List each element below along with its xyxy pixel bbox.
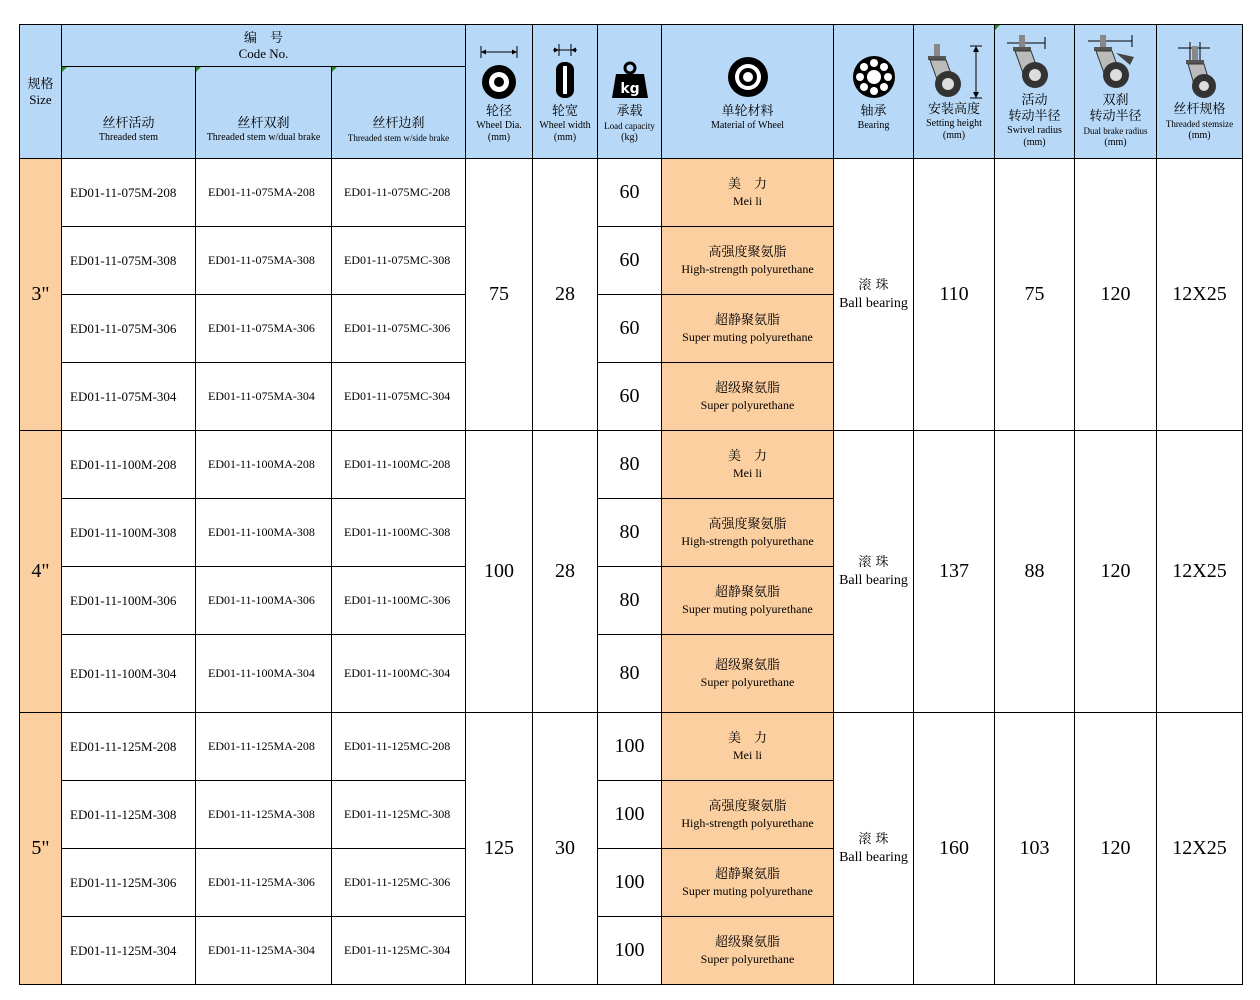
code-threaded-stem: ED01-11-100M-306: [62, 567, 196, 635]
header-material-en: Material of Wheel: [710, 119, 785, 131]
material-cell: [662, 781, 834, 849]
header-material-cn: 单轮材料: [721, 103, 774, 119]
wheel-dia-cell: 125: [466, 713, 533, 985]
swivel-caster-icon: [1005, 35, 1065, 91]
material-cell: [662, 849, 834, 917]
table-row: [20, 713, 1243, 781]
header-dual-brake-en: Threaded stem w/dual brake: [206, 132, 321, 143]
header-material: [662, 25, 834, 159]
code-dual-brake: ED01-11-100MA-304: [196, 635, 332, 713]
header-threaded-stem-en: Threaded stem: [98, 132, 159, 143]
material-en: High-strength polyurethane: [681, 262, 814, 276]
code-dual-brake: ED01-11-125MA-304: [196, 917, 332, 985]
dual-brake-radius-cell: 120: [1075, 159, 1157, 431]
material-en: Super muting polyurethane: [682, 884, 813, 898]
header-side-brake: [332, 67, 466, 159]
material-en: Super polyurethane: [700, 952, 795, 966]
load-cell: 60: [598, 295, 662, 363]
header-setting-height: [914, 25, 995, 159]
header-dual-en: Dual brake radius: [1083, 125, 1148, 136]
bearing-en: Ball bearing: [839, 572, 908, 588]
material-cell: [662, 567, 834, 635]
swivel-radius-cell: 75: [995, 159, 1075, 431]
swivel-radius-cell: 88: [995, 431, 1075, 713]
load-cell: 100: [598, 713, 662, 781]
dual-brake-radius-cell: 120: [1075, 431, 1157, 713]
header-wheel-dia-cn: 轮径: [485, 103, 512, 119]
header-threaded-stem: [62, 67, 196, 159]
code-threaded-stem: ED01-11-100M-208: [62, 431, 196, 499]
code-threaded-stem: ED01-11-125M-308: [62, 781, 196, 849]
wheel-material-icon: [725, 52, 771, 102]
header-wheel-dia-en: Wheel Dia.: [476, 119, 522, 131]
bearing-cn: 滚 珠: [858, 554, 889, 570]
header-threaded-stem-cn: 丝杆活动: [102, 116, 155, 131]
svg-text:kg: kg: [619, 80, 640, 97]
spec-table: [19, 24, 1243, 985]
stem-size-cell: 12X25: [1157, 431, 1243, 713]
header-setting-height-cn: 安装高度: [927, 101, 980, 117]
material-en: Super muting polyurethane: [682, 330, 813, 344]
header-dual-unit: (mm): [1104, 136, 1127, 148]
header-swivel-cn2: 转动半径: [1008, 108, 1061, 124]
material-en: Mei li: [733, 466, 762, 480]
material-cn: 高强度聚氨脂: [708, 799, 787, 814]
header-load-en: Load capacity: [604, 120, 655, 131]
size-cell: 5": [20, 713, 62, 985]
material-cn: 美 力: [727, 449, 767, 464]
material-en: Super polyurethane: [700, 675, 795, 689]
header-swivel-en: Swivel radius: [1007, 124, 1062, 136]
code-dual-brake: ED01-11-125MA-308: [196, 781, 332, 849]
material-cn: 高强度聚氨脂: [708, 517, 787, 532]
header-swivel-radius: [995, 25, 1075, 159]
code-threaded-stem: ED01-11-075M-208: [62, 159, 196, 227]
code-side-brake: ED01-11-125MC-308: [332, 781, 466, 849]
wheel-diameter-icon: [477, 40, 521, 102]
material-en: Mei li: [733, 748, 762, 762]
header-dual-brake-cn: 丝杆双刹: [237, 116, 290, 131]
header-load-cn: 承载: [616, 103, 643, 119]
code-side-brake: ED01-11-125MC-306: [332, 849, 466, 917]
header-size-en: Size: [29, 91, 52, 107]
code-dual-brake: ED01-11-100MA-306: [196, 567, 332, 635]
header-wheel-width-cn: 轮宽: [551, 103, 578, 119]
load-cell: 100: [598, 917, 662, 985]
bearing-cn: 滚 珠: [858, 277, 889, 293]
setting-height-cell: 110: [914, 159, 995, 431]
swivel-radius-cell: 103: [995, 713, 1075, 985]
code-threaded-stem: ED01-11-125M-304: [62, 917, 196, 985]
header-load-unit: (kg): [621, 131, 638, 143]
material-cell: [662, 499, 834, 567]
material-cell: [662, 159, 834, 227]
load-weight-icon: [608, 40, 652, 102]
material-cell: [662, 713, 834, 781]
bearing-cell: [834, 159, 914, 431]
code-threaded-stem: ED01-11-125M-306: [62, 849, 196, 917]
header-bearing-cn: 轴承: [860, 103, 887, 119]
code-threaded-stem: ED01-11-075M-308: [62, 227, 196, 295]
code-side-brake: ED01-11-125MC-304: [332, 917, 466, 985]
material-cn: 超静聚氨脂: [714, 585, 780, 600]
header-wheel-width-unit: (mm): [553, 131, 577, 143]
header-wheel-width-en: Wheel width: [539, 119, 591, 131]
wheel-dia-cell: 100: [466, 431, 533, 713]
load-cell: 60: [598, 159, 662, 227]
code-side-brake: ED01-11-100MC-304: [332, 635, 466, 713]
load-cell: 80: [598, 499, 662, 567]
load-cell: 80: [598, 635, 662, 713]
material-en: Super polyurethane: [700, 398, 795, 412]
header-dual-cn1: 双刹: [1102, 92, 1129, 108]
code-side-brake: ED01-11-075MC-308: [332, 227, 466, 295]
material-cn: 超静聚氨脂: [714, 867, 780, 882]
bearing-en: Ball bearing: [839, 295, 908, 311]
stem-caster-icon: [1170, 42, 1230, 100]
material-cn: 超级聚氨脂: [714, 935, 780, 950]
bearing-cell: [834, 431, 914, 713]
load-cell: 100: [598, 781, 662, 849]
header-bearing-en: Bearing: [857, 119, 890, 131]
setting-height-cell: 137: [914, 431, 995, 713]
material-cn: 超静聚氨脂: [714, 313, 780, 328]
header-code-group: [62, 25, 466, 67]
material-en: Mei li: [733, 194, 762, 208]
header-dual-brake-radius: [1075, 25, 1157, 159]
header-bearing: [834, 25, 914, 159]
header-swivel-unit: (mm): [1023, 136, 1046, 148]
setting-height-cell: 160: [914, 713, 995, 985]
header-code-cn: 编 号: [243, 30, 283, 46]
setting-height-icon: [920, 42, 988, 100]
material-cell: [662, 917, 834, 985]
header-dual-brake: [196, 67, 332, 159]
bearing-en: Ball bearing: [839, 849, 908, 865]
header-stem-size: [1157, 25, 1243, 159]
header-stem-size-cn: 丝杆规格: [1173, 101, 1226, 117]
code-dual-brake: ED01-11-075MA-308: [196, 227, 332, 295]
wheel-width-icon: [543, 40, 587, 102]
header-stem-size-en: Threaded stemsize: [1165, 118, 1234, 129]
header-wheel-dia: [466, 25, 533, 159]
code-threaded-stem: ED01-11-075M-304: [62, 363, 196, 431]
load-cell: 60: [598, 227, 662, 295]
material-cell: [662, 295, 834, 363]
size-cell: 3": [20, 159, 62, 431]
code-side-brake: ED01-11-075MC-304: [332, 363, 466, 431]
bearing-cell: [834, 713, 914, 985]
material-cn: 美 力: [727, 731, 767, 746]
wheel-width-cell: 28: [533, 431, 598, 713]
wheel-width-cell: 28: [533, 159, 598, 431]
code-side-brake: ED01-11-125MC-208: [332, 713, 466, 781]
header-load: [598, 25, 662, 159]
code-dual-brake: ED01-11-100MA-208: [196, 431, 332, 499]
material-en: High-strength polyurethane: [681, 816, 814, 830]
header-size: [20, 25, 62, 159]
material-cell: [662, 227, 834, 295]
code-dual-brake: ED01-11-125MA-208: [196, 713, 332, 781]
dual-brake-caster-icon: [1086, 35, 1146, 91]
material-cell: [662, 635, 834, 713]
material-en: Super muting polyurethane: [682, 602, 813, 616]
code-side-brake: ED01-11-100MC-306: [332, 567, 466, 635]
code-dual-brake: ED01-11-100MA-308: [196, 499, 332, 567]
table-row: [20, 431, 1243, 499]
material-cell: [662, 363, 834, 431]
code-threaded-stem: ED01-11-100M-308: [62, 499, 196, 567]
header-setting-height-unit: (mm): [942, 129, 966, 141]
header-wheel-width: [533, 25, 598, 159]
bearing-cn: 滚 珠: [858, 831, 889, 847]
header-dual-cn2: 转动半径: [1089, 108, 1142, 124]
header-side-brake-cn: 丝杆边刹: [372, 116, 425, 131]
size-cell: 4": [20, 431, 62, 713]
code-side-brake: ED01-11-100MC-308: [332, 499, 466, 567]
code-dual-brake: ED01-11-075MA-306: [196, 295, 332, 363]
code-dual-brake: ED01-11-075MA-208: [196, 159, 332, 227]
material-cell: [662, 431, 834, 499]
header-code-en: Code No.: [238, 45, 289, 61]
code-side-brake: ED01-11-075MC-306: [332, 295, 466, 363]
code-dual-brake: ED01-11-075MA-304: [196, 363, 332, 431]
code-dual-brake: ED01-11-125MA-306: [196, 849, 332, 917]
dual-brake-radius-cell: 120: [1075, 713, 1157, 985]
table-row: [20, 159, 1243, 227]
stem-size-cell: 12X25: [1157, 159, 1243, 431]
header-wheel-dia-unit: (mm): [487, 131, 511, 143]
header-stem-size-unit: (mm): [1188, 129, 1211, 141]
load-cell: 100: [598, 849, 662, 917]
code-threaded-stem: ED01-11-075M-306: [62, 295, 196, 363]
header-setting-height-en: Setting height: [926, 117, 982, 129]
material-cn: 高强度聚氨脂: [708, 245, 787, 260]
stem-size-cell: 12X25: [1157, 713, 1243, 985]
bearing-icon: [851, 52, 897, 102]
code-side-brake: ED01-11-100MC-208: [332, 431, 466, 499]
material-cn: 超级聚氨脂: [714, 381, 780, 396]
load-cell: 60: [598, 363, 662, 431]
header-side-brake-en: Threaded stem w/side brake: [347, 133, 450, 143]
code-threaded-stem: ED01-11-100M-304: [62, 635, 196, 713]
material-cn: 美 力: [727, 177, 767, 192]
load-cell: 80: [598, 431, 662, 499]
code-side-brake: ED01-11-075MC-208: [332, 159, 466, 227]
material-en: High-strength polyurethane: [681, 534, 814, 548]
header-swivel-cn1: 活动: [1021, 92, 1048, 108]
wheel-width-cell: 30: [533, 713, 598, 985]
code-threaded-stem: ED01-11-125M-208: [62, 713, 196, 781]
wheel-dia-cell: 75: [466, 159, 533, 431]
load-cell: 80: [598, 567, 662, 635]
header-size-cn: 规格: [27, 76, 54, 92]
material-cn: 超级聚氨脂: [714, 658, 780, 673]
